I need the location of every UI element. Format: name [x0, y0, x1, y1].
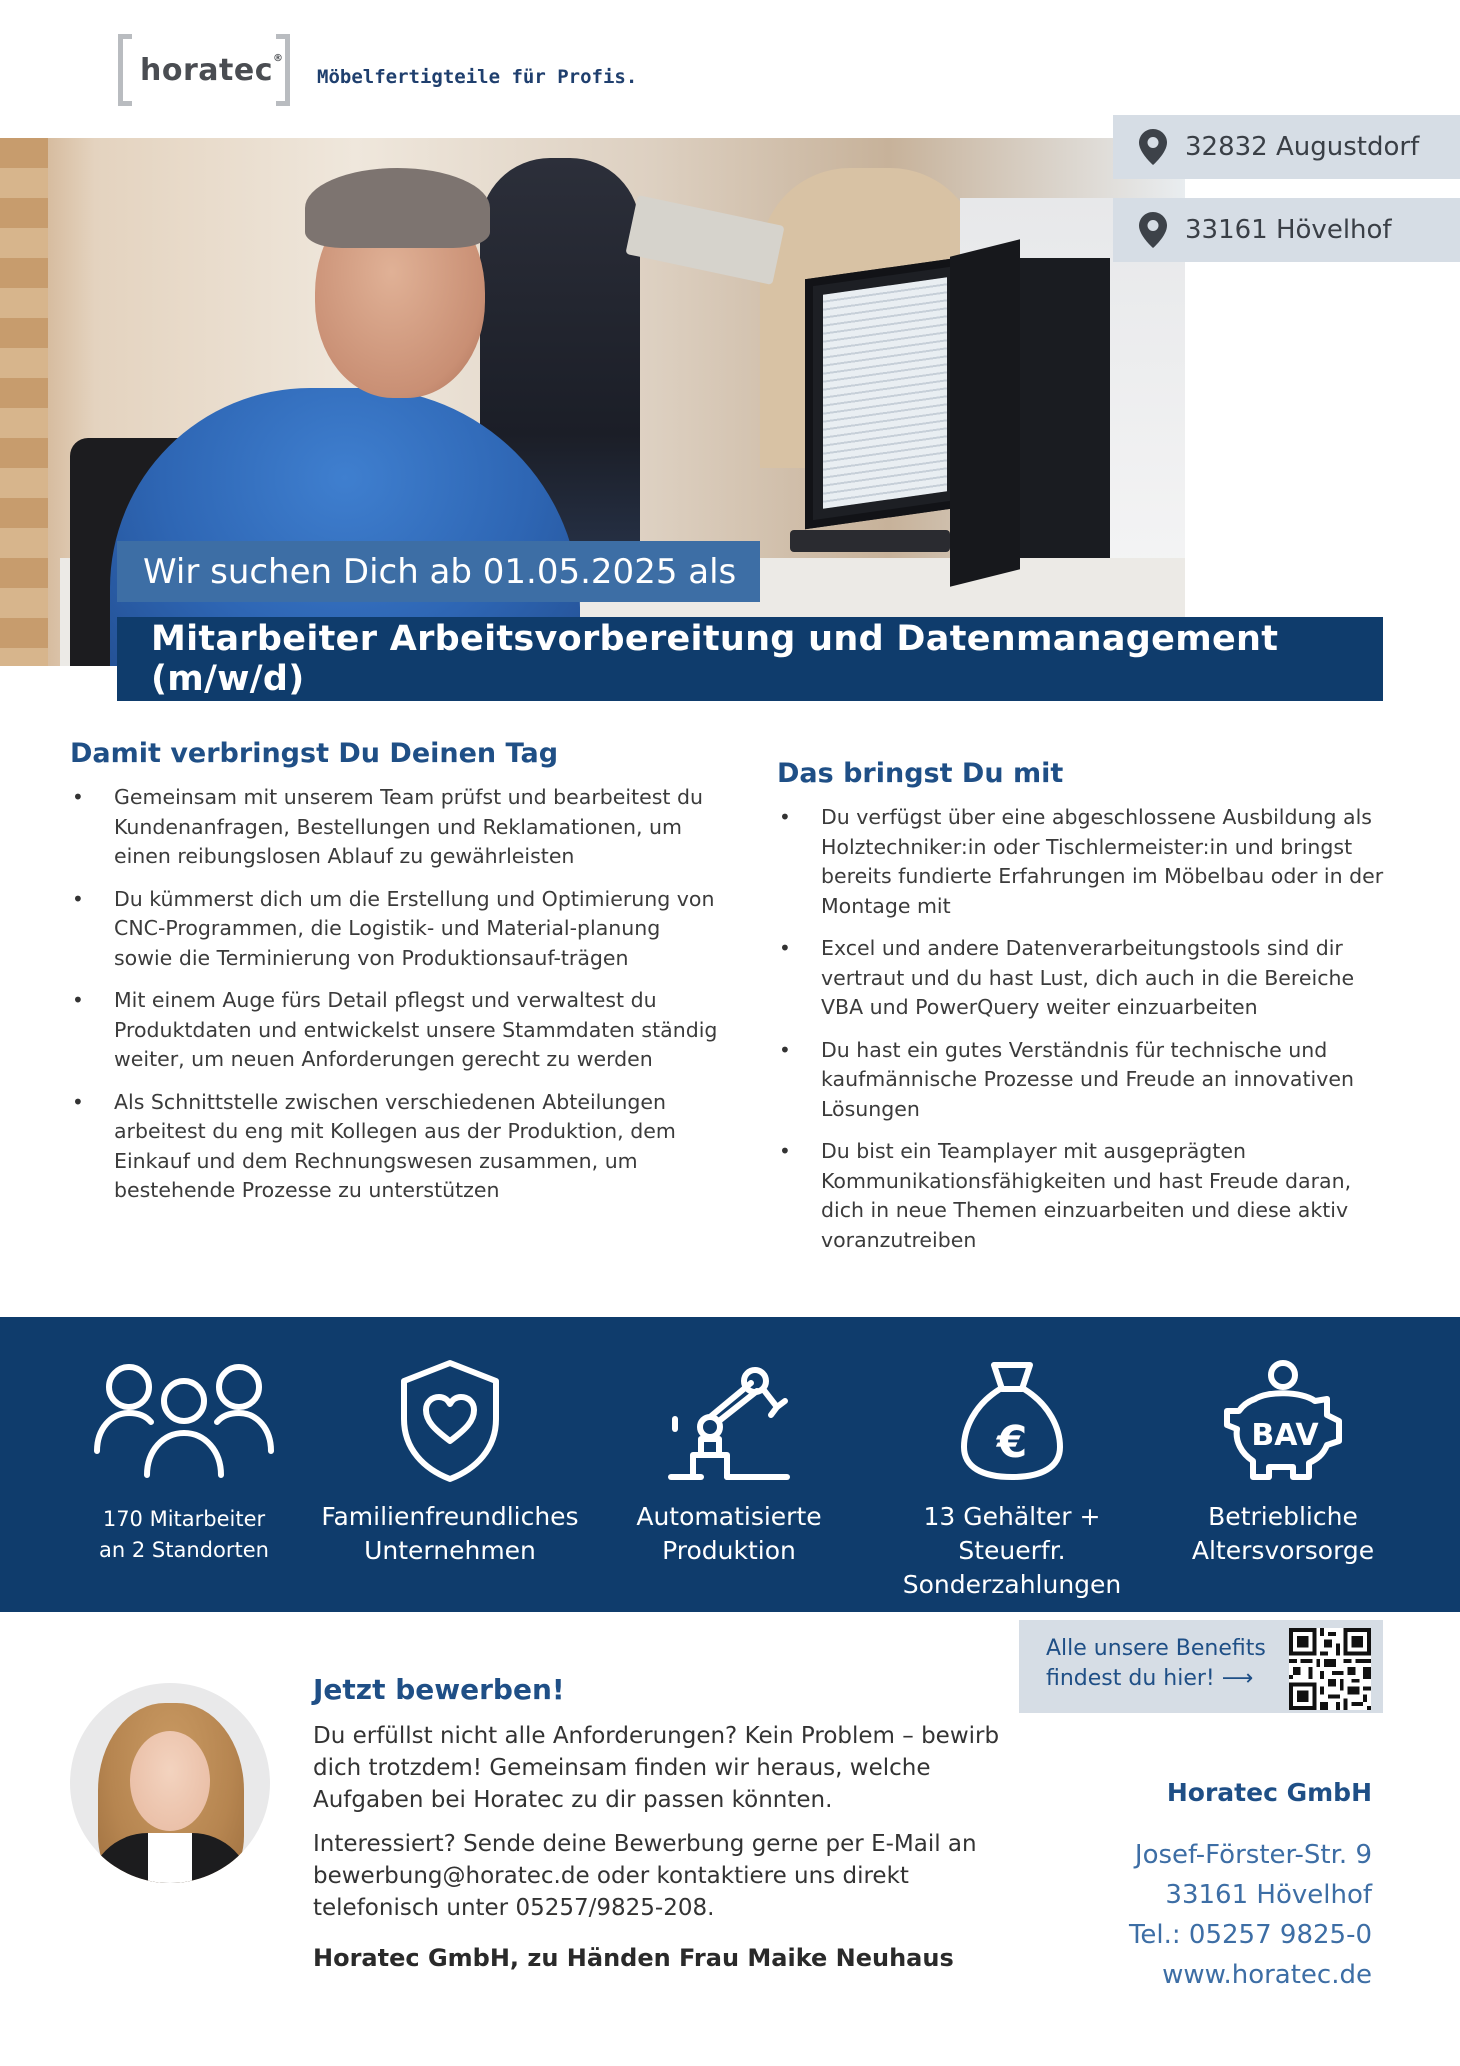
horatec-logo [118, 34, 290, 106]
svg-text:BAV: BAV [1251, 1418, 1319, 1453]
job-title-banner: Mitarbeiter Arbeitsvorbereitung und Datenmanagement (m/w/d) [117, 617, 1383, 701]
apply-contact-paragraph: Interessiert? Sende deine Bewerbung gerne per E-Mail an bewerbung@horatec.de oder kontaktiere uns direkt telefonisch unter 05257/9825-208. [313, 1831, 977, 1921]
requirements-list [777, 803, 1397, 1255]
location-label: 32832 Augustdorf [1185, 132, 1420, 162]
benefits-band [0, 1317, 1460, 1612]
robot-arm-icon [667, 1359, 791, 1483]
intro-banner: Wir suchen Dich ab 01.05.2025 als [117, 541, 760, 602]
tagline: Möbelfertigteile für Profis. [317, 66, 638, 88]
company-name: Horatec GmbH [1166, 1778, 1372, 1807]
qr-code-icon[interactable] [1289, 1628, 1371, 1710]
requirements-section [777, 758, 1397, 1268]
tasks-heading: Damit verbringst Du Deinen Tag [70, 738, 559, 769]
list-item: • Als Schnittstelle zwischen verschiedenen Abteilungen arbeitest du eng mit Kollegen aus der Produktion, dem Einkauf und dem Rechnungswesen zusammen, um bestehende Prozesse zu unterstützen [70, 1088, 720, 1206]
apply-section [313, 1673, 1013, 1972]
benefits-link-box[interactable] [1019, 1620, 1383, 1713]
list-item: • Du bist ein Teamplayer mit ausgeprägten Kommunikationsfähigkeiten und hast Freude daran, dich in neue Themen einzuarbeiten und diese aktiv voranzutreiben [777, 1137, 1397, 1255]
logo-bracket-right [276, 34, 290, 106]
shield-heart-icon [398, 1359, 502, 1483]
money-bag-icon [960, 1359, 1064, 1483]
location-label: 33161 Hövelhof [1185, 215, 1392, 245]
list-item: • Du kümmerst dich um die Erstellung und Optimierung von CNC-Programmen, die Logistik- und Material-planung sowie die Terminierung von Produktionsauf-trägen [70, 885, 720, 974]
list-item: • Excel und andere Datenverarbeitungstools sind dir vertraut und du hast Lust, dich auch in die Bereiche VBA und PowerQuery weiter einzuarbeiten [777, 934, 1397, 1023]
wood-wall [0, 138, 48, 666]
photo-monitor-side [950, 239, 1020, 586]
benefit-label: Familienfreundliches Unternehmen [321, 1502, 579, 1565]
list-item: • Du hast ein gutes Verständnis für technische und kaufmännische Prozesse und Freude an innovativen Lösungen [777, 1036, 1397, 1125]
tasks-list [70, 783, 720, 1206]
company-city: 33161 Hövelhof [1165, 1880, 1372, 1910]
location-tag-augustdorf [1113, 115, 1460, 179]
list-item: • Mit einem Auge fürs Detail pflegst und verwaltest du Produktdaten und entwickelst unsere Stammdaten ständig weiter, um neuen Anforderungen gerecht zu werden [70, 986, 720, 1075]
map-pin-icon [1139, 212, 1167, 248]
photo-book [625, 195, 784, 285]
benefit-label: Betriebliche Altersvorsorge [1191, 1502, 1375, 1565]
company-phone[interactable]: Tel.: 05257 9825-0 [1128, 1920, 1372, 1950]
apply-heading: Jetzt bewerben! [313, 1673, 565, 1706]
contact-avatar [70, 1683, 270, 1883]
logo-wordmark: horatec® [140, 53, 284, 88]
tasks-section [70, 738, 720, 1219]
benefits-link-text[interactable]: Alle unsere Benefits findest du hier! ⟶ [1046, 1636, 1266, 1691]
piggy-bank-icon [1223, 1359, 1345, 1483]
list-item: • Gemeinsam mit unserem Team prüfst und bearbeitest du Kundenanfragen, Bestellungen und Reklamationen, um einen reibungslosen Ablauf zu gewährleisten [70, 783, 720, 872]
map-pin-icon [1139, 129, 1167, 165]
benefit-label: 13 Gehälter + Steuerfr. Sonderzahlungen [902, 1502, 1122, 1599]
photo-monitor [805, 257, 965, 529]
requirements-heading: Das bringst Du mit [777, 758, 1064, 789]
location-tag-hoevelhof [1113, 198, 1460, 262]
people-icon [89, 1359, 279, 1479]
logo-bracket-left [118, 34, 132, 106]
benefit-label: Automatisierte Produktion [636, 1502, 822, 1565]
company-street: Josef-Förster-Str. 9 [1134, 1840, 1372, 1870]
photo-person-hair [305, 168, 490, 248]
company-website-link[interactable]: www.horatec.de [1162, 1960, 1372, 1990]
svg-text:€: € [996, 1417, 1028, 1468]
benefit-label: 170 Mitarbeiter an 2 Standorten [99, 1507, 269, 1562]
list-item: • Du verfügst über eine abgeschlossene Ausbildung als Holztechniker:in oder Tischlermeister:in und bringst bereits fundierte Erfahrungen im Möbelbau oder in der Montage mit [777, 803, 1397, 921]
apply-signature: Horatec GmbH, zu Händen Frau Maike Neuhaus [313, 1944, 954, 1972]
photo-keyboard [790, 530, 950, 552]
apply-paragraph: Du erfüllst nicht alle Anforderungen? Kein Problem – bewirb dich trotzdem! Gemeinsam finden wir heraus, welche Aufgaben bei Horatec zu dir passen könnten. [313, 1723, 1000, 1813]
company-address [1000, 1778, 1372, 1995]
